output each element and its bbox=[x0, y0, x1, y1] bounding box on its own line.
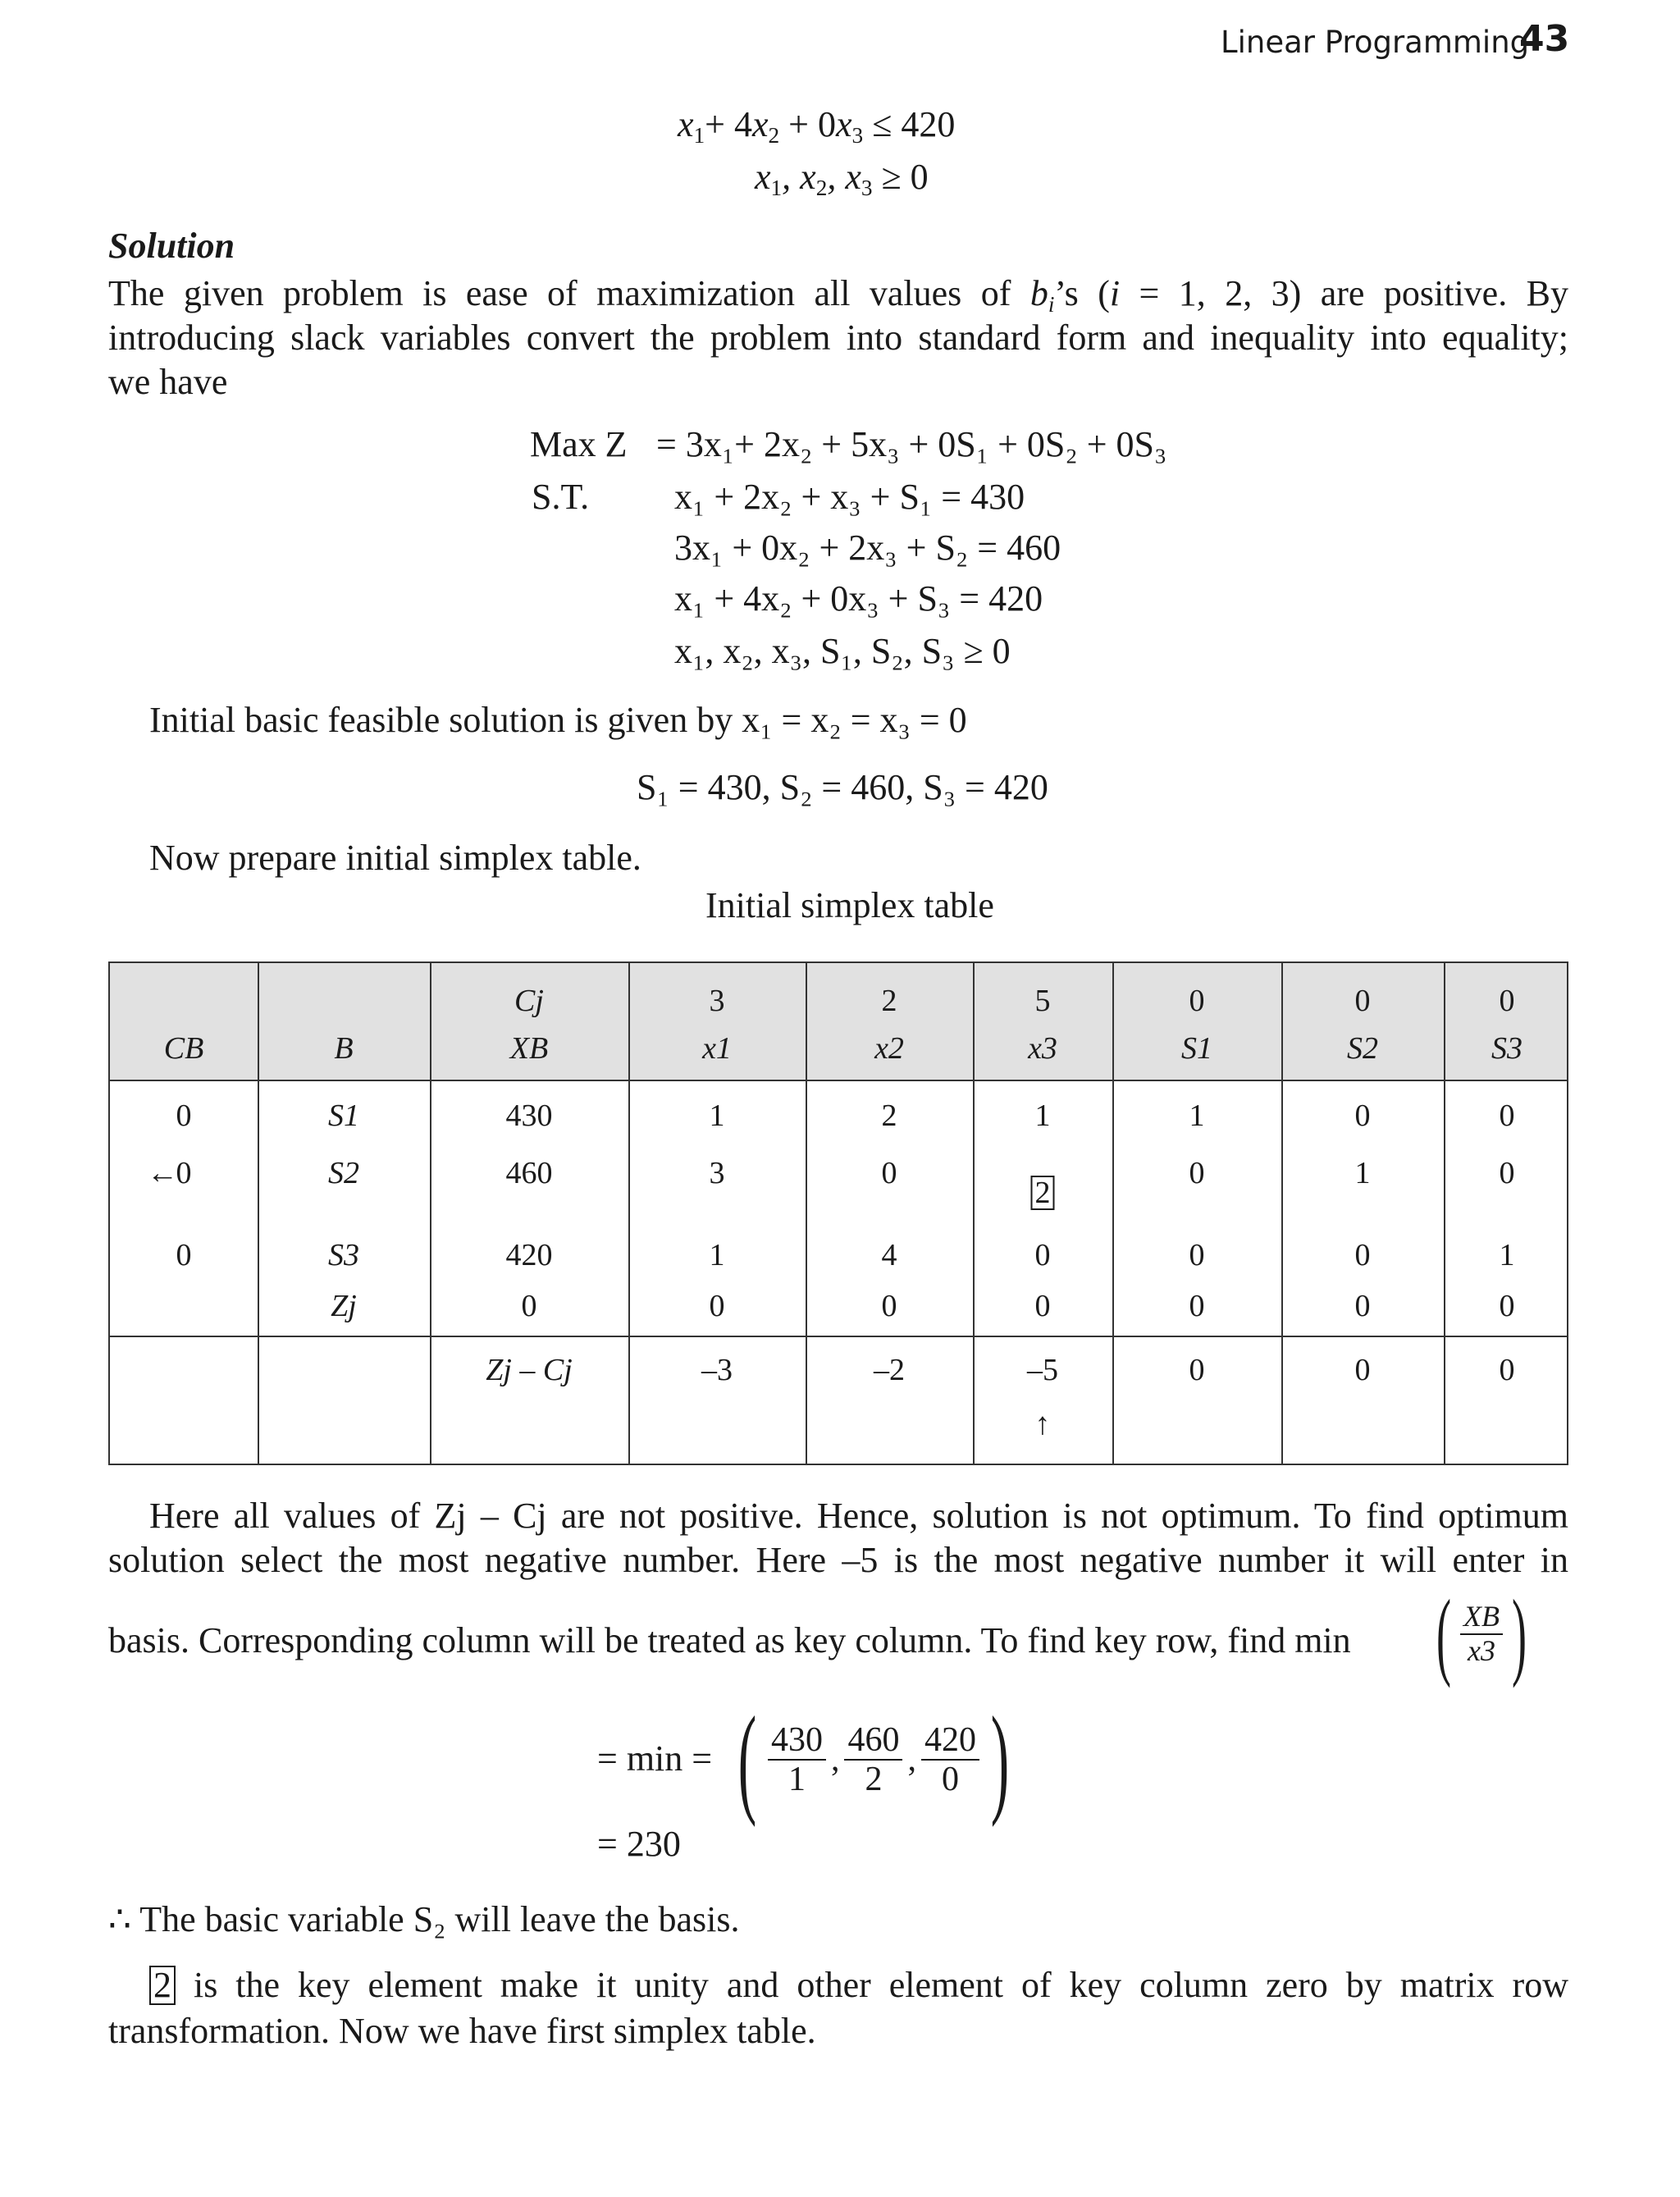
header-x2: x2 bbox=[874, 1031, 904, 1066]
header-x3: x3 bbox=[1028, 1031, 1057, 1066]
zj-value: 0 bbox=[1034, 1289, 1051, 1323]
row-value: 0 bbox=[881, 1156, 897, 1190]
row-basis: S1 bbox=[328, 1098, 359, 1133]
constraint-line: $x_1+ 4x_2 + 0x_3 \le 420$ bbox=[678, 104, 956, 148]
table-column-rule bbox=[628, 963, 630, 1464]
row-value: 0 bbox=[1354, 1238, 1371, 1272]
min-ratio-fraction: ( $\frac{XB}{x3}$ ) bbox=[1436, 1579, 1527, 1688]
equation-2: 3x₁ + 0x₂ + 2x₃ + S₂ = 460 bbox=[674, 528, 1061, 568]
zj-value: 0 bbox=[709, 1289, 725, 1323]
page-number: 43 bbox=[1519, 18, 1570, 60]
row-value: 0 bbox=[1499, 1098, 1515, 1133]
row-value: 0 bbox=[1499, 1156, 1515, 1190]
analysis-line3: basis. Corresponding column will be treated as key column. To find key row, find min bbox=[108, 1620, 1351, 1660]
row-value: 1 bbox=[709, 1238, 725, 1272]
nonnegativity-line: $x_1$, $x_2$, $x_3 \ge 0$ bbox=[755, 157, 929, 201]
cj-value: 0 bbox=[1354, 984, 1371, 1018]
row-value: 2 bbox=[881, 1098, 897, 1133]
cj-value: 5 bbox=[1034, 984, 1051, 1018]
max-z-label: Max Z bbox=[530, 424, 628, 464]
zj-cj-value: –5 bbox=[1027, 1353, 1058, 1387]
analysis-line1: Here all values of Zj – Cj are not positive. Hence, solution is not optimum. To find optimum bbox=[149, 1496, 1568, 1536]
row-value: 3 bbox=[709, 1156, 725, 1190]
table-column-rule bbox=[973, 963, 975, 1464]
solution-heading: Solution bbox=[108, 226, 235, 266]
equation-1: x₁ + 2x₂ + x₃ + S₁ = 430 bbox=[674, 477, 1025, 517]
zj-label: Zj bbox=[331, 1289, 357, 1323]
row-basis: S3 bbox=[328, 1238, 359, 1272]
cj-value: 0 bbox=[1499, 984, 1515, 1018]
zj-value: 0 bbox=[881, 1289, 897, 1323]
cj-value: 0 bbox=[1189, 984, 1205, 1018]
intro-paragraph-line2: introducing slack variables convert the problem into standard form and inequality into equality; bbox=[108, 317, 1568, 358]
subject-to-label: S.T. bbox=[532, 477, 590, 517]
row-value: 4 bbox=[881, 1238, 897, 1272]
table-column-rule bbox=[1444, 963, 1445, 1464]
key-element-line2: transformation. Now we have first simplex table. bbox=[108, 2011, 816, 2051]
row-value: 0 bbox=[1354, 1098, 1371, 1133]
zj-cj-value: –3 bbox=[701, 1353, 733, 1387]
row-cb: 0 bbox=[176, 1156, 192, 1190]
header-x1: x1 bbox=[702, 1031, 732, 1066]
zj-cj-value: 0 bbox=[1189, 1353, 1205, 1387]
header-s3: S3 bbox=[1491, 1031, 1522, 1066]
zj-value: 0 bbox=[1354, 1289, 1371, 1323]
ratio-set: ( $\frac{430}{1}$ , $\frac{460}{2}$ , $\frac{420}{0}$ ) bbox=[737, 1692, 1010, 1828]
zj-cj-label: Zj – Cj bbox=[486, 1353, 573, 1387]
cj-label: Cj bbox=[514, 984, 544, 1018]
row-value: 0 bbox=[1189, 1156, 1205, 1190]
analysis-line2: solution select the most negative number. Here –5 is the most negative number it will enter in bbox=[108, 1540, 1568, 1580]
zj-value: 0 bbox=[1499, 1289, 1515, 1323]
row-cb: 0 bbox=[176, 1238, 192, 1272]
header-xb: XB bbox=[509, 1031, 549, 1066]
entering-arrow: ↑ bbox=[1034, 1407, 1051, 1441]
row-value: 0 bbox=[1034, 1238, 1051, 1272]
intro-paragraph-line3: we have bbox=[108, 362, 228, 402]
row-value: 1 bbox=[709, 1098, 725, 1133]
zj-xb: 0 bbox=[521, 1289, 537, 1323]
zj-cj-value: –2 bbox=[874, 1353, 905, 1387]
ibfs-line2: S₁ = 430, S₂ = 460, S₃ = 420 bbox=[637, 767, 1048, 807]
cj-value: 3 bbox=[709, 984, 725, 1018]
zj-value: 0 bbox=[1189, 1289, 1205, 1323]
row-value: 1 bbox=[1034, 1098, 1051, 1133]
leaving-statement: ∴ The basic variable S₂ will leave the basis. bbox=[108, 1899, 740, 1939]
ibfs-line1: Initial basic feasible solution is given by x₁ = x₂ = x₃ = 0 bbox=[149, 700, 967, 740]
table-rule bbox=[110, 1080, 1567, 1081]
key-element-line1: 2 is the key element make it unity and other element of key column zero by matrix row bbox=[149, 1964, 1568, 2006]
table-column-rule bbox=[1112, 963, 1114, 1464]
table-column-rule bbox=[1281, 963, 1283, 1464]
header-cb: CB bbox=[163, 1031, 204, 1066]
min-label: = min = bbox=[597, 1738, 713, 1779]
objective-function: = 3x₁+ 2x₂ + 5x₃ + 0S₁ + 0S₂ + 0S₃ bbox=[656, 424, 1167, 464]
table-rule bbox=[110, 1336, 1567, 1337]
row-cb: 0 bbox=[176, 1098, 192, 1133]
row-basis: S2 bbox=[328, 1156, 359, 1190]
header-s2: S2 bbox=[1347, 1031, 1378, 1066]
header-s1: S1 bbox=[1181, 1031, 1212, 1066]
initial-simplex-table bbox=[108, 961, 1568, 1465]
zj-cj-value: 0 bbox=[1499, 1353, 1515, 1387]
row-value: 1 bbox=[1189, 1098, 1205, 1133]
cj-value: 2 bbox=[881, 984, 897, 1018]
row-value: 0 bbox=[1189, 1238, 1205, 1272]
key-element-box: 2 bbox=[149, 1966, 176, 2005]
equation-3: x₁ + 4x₂ + 0x₃ + S₃ = 420 bbox=[674, 578, 1043, 619]
min-result: = 230 bbox=[597, 1824, 681, 1864]
row-xb: 430 bbox=[505, 1098, 553, 1133]
table-column-rule bbox=[806, 963, 807, 1464]
row-xb: 420 bbox=[505, 1238, 553, 1272]
table-column-rule bbox=[430, 963, 431, 1464]
row-value: 1 bbox=[1499, 1238, 1515, 1272]
table-column-rule bbox=[258, 963, 259, 1464]
intro-paragraph-line1: The given problem is ease of maximization all values of $b_i’s$ (i = 1, 2, 3) are positive. By bbox=[108, 273, 1568, 317]
row-value: 1 bbox=[1354, 1156, 1371, 1190]
zj-cj-value: 0 bbox=[1354, 1353, 1371, 1387]
key-element: 2 bbox=[1031, 1175, 1055, 1211]
equation-4: x₁, x₂, x₃, S₁, S₂, S₃ ≥ 0 bbox=[674, 631, 1011, 671]
row-xb: 460 bbox=[505, 1156, 553, 1190]
leaving-arrow: ← bbox=[147, 1156, 178, 1190]
running-header-title: Linear Programming bbox=[1221, 25, 1530, 60]
header-b: B bbox=[334, 1031, 354, 1066]
table-caption: Initial simplex table bbox=[705, 885, 994, 925]
prepare-text: Now prepare initial simplex table. bbox=[149, 838, 641, 878]
